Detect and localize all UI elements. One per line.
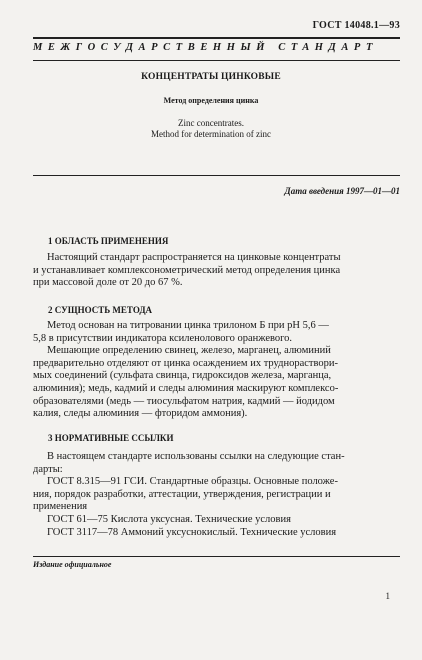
text-line: алюминия); медь, кадмий и следы алюминия маскируют комплексо-: [33, 382, 339, 394]
page-number: 1: [385, 591, 390, 601]
method-subtitle: Метод определения цинка: [163, 96, 259, 105]
section-2-text: [33, 320, 401, 421]
text-line: калия, следы алюминия — фторидом аммония).: [33, 408, 248, 420]
text-line: мых соединений (сульфата свинца, гидроксидов железа, марганца,: [33, 370, 332, 382]
reference-gost-8-315: ГОСТ 8.315—91 ГСИ. Стандартные образцы. Основные положе-: [47, 476, 338, 488]
section-3-heading: 3 НОРМАТИВНЫЕ ССЫЛКИ: [48, 433, 174, 443]
text-line: ния, порядок разработки, аттестации, утверждения, регистрации и: [33, 488, 331, 500]
section-2-heading: 2 СУЩНОСТЬ МЕТОДА: [48, 305, 153, 315]
introduction-date: Дата введения 1997—01—01: [284, 186, 400, 196]
text-line: дарты:: [33, 463, 63, 475]
text-line: Мешающие определению свинец, железо, марганец, алюминий: [47, 345, 331, 357]
text-line: Метод основан на титровании цинка трилоном Б при pH 5,6 —: [47, 320, 329, 331]
text-line: предварительно отделяют от цинка осаждением их труднораствори-: [33, 357, 338, 369]
gost-code: ГОСТ 14048.1—93: [312, 20, 400, 31]
section-1-text: [33, 252, 401, 290]
text-line: и устанавливает комплексонометрический метод определения цинка: [33, 264, 341, 276]
text-line: образователями (медь — тиосульфатом натрия, кадмий — йодидом: [33, 395, 335, 407]
header-rule-top: [33, 37, 400, 39]
header-rule-bottom: [33, 60, 400, 61]
section-3-text: [33, 451, 401, 539]
english-title-line-1: Zinc concentrates.: [178, 118, 244, 128]
title-rule: [33, 175, 400, 176]
text-line: 5,8 в присутствии индикатора ксиленолового оранжевого.: [33, 332, 293, 344]
section-1-heading: 1 ОБЛАСТЬ ПРИМЕНЕНИЯ: [48, 236, 169, 246]
reference-gost-3117: ГОСТ 3117—78 Аммоний уксуснокислый. Технические условия: [47, 526, 337, 538]
english-title-line-2: Method for determination of zinc: [151, 129, 271, 139]
text-line: В настоящем стандарте использованы ссылки на следующие стан-: [47, 451, 345, 462]
document-title: КОНЦЕНТРАТЫ ЦИНКОВЫЕ: [141, 72, 281, 82]
text-line: Настоящий стандарт распространяется на цинковые концентраты: [47, 252, 341, 263]
footer-rule: [33, 556, 400, 557]
text-line: применения: [33, 501, 88, 513]
interstate-standard-label: МЕЖГОСУДАРСТВЕННЫЙ СТАНДАРТ: [33, 42, 378, 53]
text-line: при массовой доле от 20 до 67 %.: [33, 277, 183, 289]
reference-gost-61: ГОСТ 61—75 Кислота уксусная. Технические условия: [47, 513, 291, 525]
official-edition-label: Издание официальное: [33, 560, 112, 569]
